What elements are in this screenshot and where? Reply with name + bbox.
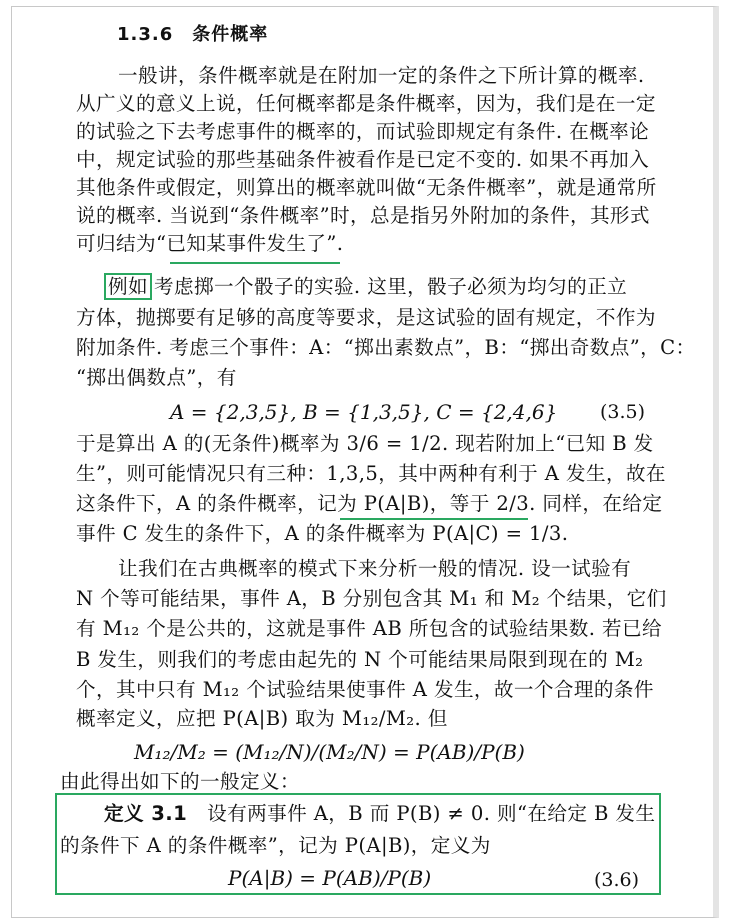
para1-line: 说的概率. 当说到“条件概率”时，总是指另外附加的条件，其形式	[76, 204, 650, 227]
para2-line: 附加条件. 考虑三个事件：A：“掷出素数点”，B：“掷出奇数点”，C：	[76, 336, 696, 359]
para2-line	[104, 273, 627, 301]
para1-line: 从广义的意义上说，任何概率都是条件概率，因为，我们是在一定	[76, 92, 656, 115]
para2-line: “掷出偶数点”，有	[76, 366, 237, 389]
definition-label: 定义 3.1	[104, 802, 188, 825]
para4-line: 有 M₁₂ 个是公共的，这就是事件 AB 所包含的试验结果数. 若已给	[76, 617, 662, 640]
para2-text: 考虑掷一个骰子的实验. 这里，骰子必须为均匀的正立	[154, 275, 628, 298]
para3-line: 于是算出 A 的(无条件)概率为 3/6 = 1/2. 现若附加上“已知 B 发	[76, 432, 654, 455]
section-title: 1.3.6 条件概率	[117, 24, 269, 45]
para4-line: B 发生，则我们的考虑由起先的 N 个可能结果局限到现在的 M₂	[76, 648, 644, 671]
para4-line: 概率定义，应把 P(A|B) 取为 M₁₂/M₂. 但	[76, 707, 448, 730]
para1-line: 可归结为“已知某事件发生了”.	[76, 232, 344, 255]
equation-number: (3.6)	[594, 869, 640, 891]
para1-line: 一般讲，条件概率就是在附加一定的条件之下所计算的概率.	[118, 64, 645, 87]
equation-3-5: A = {2,3,5}, B = {1,3,5}, C = {2,4,6}	[170, 400, 558, 424]
para1-line: 中，规定试验的那些基础条件被看作是已定不变的. 如果不再加入	[76, 148, 650, 171]
para3-line: 事件 C 发生的条件下，A 的条件概率为 P(A|C) = 1/3.	[76, 522, 569, 545]
para4-line: 个，其中只有 M₁₂ 个试验结果使事件 A 发生，故一个合理的条件	[76, 678, 654, 701]
definition-formula: P(A|B) = P(AB)/P(B)	[228, 866, 432, 890]
highlight-underline	[170, 262, 340, 264]
equation-number: (3.5)	[600, 401, 646, 423]
para4-line: 让我们在古典概率的模式下来分析一般的情况. 设一试验有	[118, 557, 632, 580]
para3-line: 生”，则可能情况只有三种：1,3,5，其中两种有利于 A 发生，故在	[76, 462, 666, 485]
para4-line: N 个等可能结果，事件 A，B 分别包含其 M₁ 和 M₂ 个结果，它们	[76, 587, 667, 610]
para2-line: 方体，抛掷要有足够的高度等要求，是这试验的固有规定，不作为	[76, 306, 656, 329]
definition-line	[104, 800, 655, 828]
para1-line: 其他条件或假定，则算出的概率就叫做“无条件概率”，就是通常所	[76, 176, 657, 199]
example-boxed-label: 例如	[104, 273, 152, 300]
definition-text: 设有两事件 A，B 而 P(B) ≠ 0. 则“在给定 B 发生	[207, 802, 656, 825]
para1-line: 的试验之下去考虑事件的概率的，而试验即规定有条件. 在概率论	[76, 120, 650, 143]
para3-line: 这条件下，A 的条件概率，记为 P(A|B)，等于 2/3. 同样，在给定	[76, 492, 663, 515]
ratio-equation: M₁₂/M₂ = (M₁₂/N)/(M₂/N) = P(AB)/P(B)	[134, 740, 525, 764]
para5-line: 由此得出如下的一般定义：	[60, 770, 300, 793]
definition-line: 的条件下 A 的条件概率”，记为 P(A|B)，定义为	[60, 834, 491, 857]
